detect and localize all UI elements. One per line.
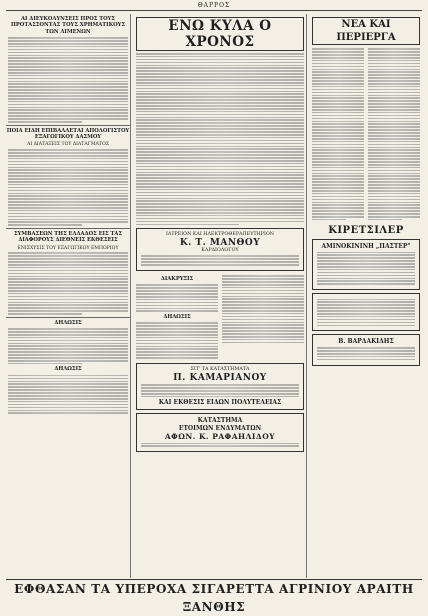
- article-headline: ΠΟΙΑ ΕΙΔΗ ΕΠΙΒΑΛΛΕΤΑΙ ΑΠΟΛΟΓΙΣΤΟΥ ΕΞΑΓΩΓΙΚΟΥ ΔΑΣΜΟΥ: [6, 127, 130, 141]
- news-column: [366, 47, 422, 222]
- section-banner: ΝΕΑ ΚΑΙ ΠΕΡΙΕΡΓΑ: [312, 17, 420, 45]
- ad-line: ΚΑΡΔΙΟΛΟΓΟΥ: [201, 248, 239, 254]
- article-body: [6, 37, 130, 122]
- article-body: [6, 149, 130, 226]
- ad-name: ΑΦΩΝ. Κ. ΡΑΦΑΗΛΙΔΟΥ: [164, 432, 276, 442]
- notice-body: [6, 375, 130, 414]
- column-right: [310, 14, 422, 578]
- ad-line: ΚΑΙ ΕΚΘΕΣΙΣ ΕΙΔΩΝ ΠΟΛΥΤΕΛΕΙΑΣ: [158, 398, 282, 406]
- notice-column: [220, 274, 306, 360]
- ad-name: ΑΜΙΝΟΚΙΝΙΝΗ „ΠΑΣΤΕΡ": [321, 242, 411, 250]
- notice-body: [6, 328, 130, 364]
- ad-name: Β. ΒΑΡΔΑΚΙΔΗΣ: [338, 338, 394, 346]
- ad-line: ΙΑΤΡΕΙΟΝ ΚΑΙ ΗΛΕΚΤΡΟΘΕΡΑΠΕΥΤΗΡΙΟΝ: [165, 232, 274, 238]
- article-subhead: ΕΝΙΣΧΥΣΙΣ ΤΟΥ ΕΞΑΓΩΓΙΚΟΥ ΕΜΠΟΡΙΟΥ: [17, 245, 119, 251]
- cigarette-advertisement-footer: ΕΦΘΑΣΑΝ ΤΑ ΥΠΕΡΟΧΑ ΣΙΓΑΡΕΤΤΑ ΑΓΡΙΝΙΟΥ ΑΡΑΙΤΗ ΞΑΝΘΗΣ: [6, 579, 422, 598]
- news-column: [310, 47, 366, 222]
- article-subhead: ΑΙ ΔΙΑΤΑΞΕΙΣ ΤΟΥ ΔΙΑΤΑΓΜΑΤΟΣ: [27, 142, 109, 148]
- store-advertisement: [136, 363, 304, 410]
- notice-column: [134, 274, 220, 360]
- notice-headline: ΔΗΛΩΣΙΣ: [163, 314, 191, 321]
- section-banner: ΕΝΩ ΚΥΛΑ Ο ΧΡΟΝΟΣ: [136, 17, 304, 51]
- running-head: ΘΑΡΡΟΣ: [6, 2, 422, 11]
- ad-name: Κ. Τ. ΜΑΝΘΟΥ: [179, 238, 261, 249]
- notice-headline: ΔΙΑΚΡΥΞΙΣ: [160, 276, 194, 282]
- ad-line: ΚΑΤΑΣΤΗΜΑ: [197, 417, 243, 425]
- article-headline: ΣΥΜΒΑΣΕΩΝ ΤΗΣ ΕΛΛΑΔΟΣ ΕΙΣ ΤΑΣ ΔΙΑΦΟΡΟΥΣ ΔΙΕΘΝΕΙΣ ΕΚΘΕΣΕΙΣ: [14, 230, 122, 244]
- kiretsiler-heading: ΚΙΡΕΤΣΙΛΕΡ: [328, 224, 404, 236]
- article-headline: ΑΙ ΔΙΕΥΚΟΛΥΝΣΕΙΣ ΠΡΟΣ ΤΟΥΣ ΠΡΟΤΑΣΣΟΝΤΑΣ ΤΟΥΣ ΧΡΗΜΑΤΙΚΟΥΣ ΤΩΝ ΛΙΜΕΝΩΝ: [11, 16, 125, 35]
- notice-headline: ΔΗΛΩΣΙΣ: [54, 366, 82, 373]
- text-advertisement: [312, 293, 420, 331]
- article-body: [6, 252, 130, 314]
- ad-name: Π. ΚΑΜΑΡΙΑΝΟΥ: [173, 373, 267, 383]
- medicine-advertisement: [312, 239, 420, 290]
- notice-headline: ΔΗΛΩΣΙΣ: [54, 319, 82, 326]
- ad-line: ΕΤΟΙΜΩΝ ΕΝΔΥΜΑΤΩΝ: [178, 424, 262, 432]
- chronicle-body: [134, 53, 306, 225]
- pharmacy-advertisement: [312, 334, 420, 365]
- column-middle: [134, 14, 307, 578]
- ad-line: ΣΙΤ' ΤΑ ΚΑΤΑΣΤΗΜΑΤΑ: [190, 367, 250, 372]
- clinic-advertisement: [136, 228, 304, 271]
- clothing-advertisement: [136, 413, 304, 452]
- column-left: [6, 14, 131, 578]
